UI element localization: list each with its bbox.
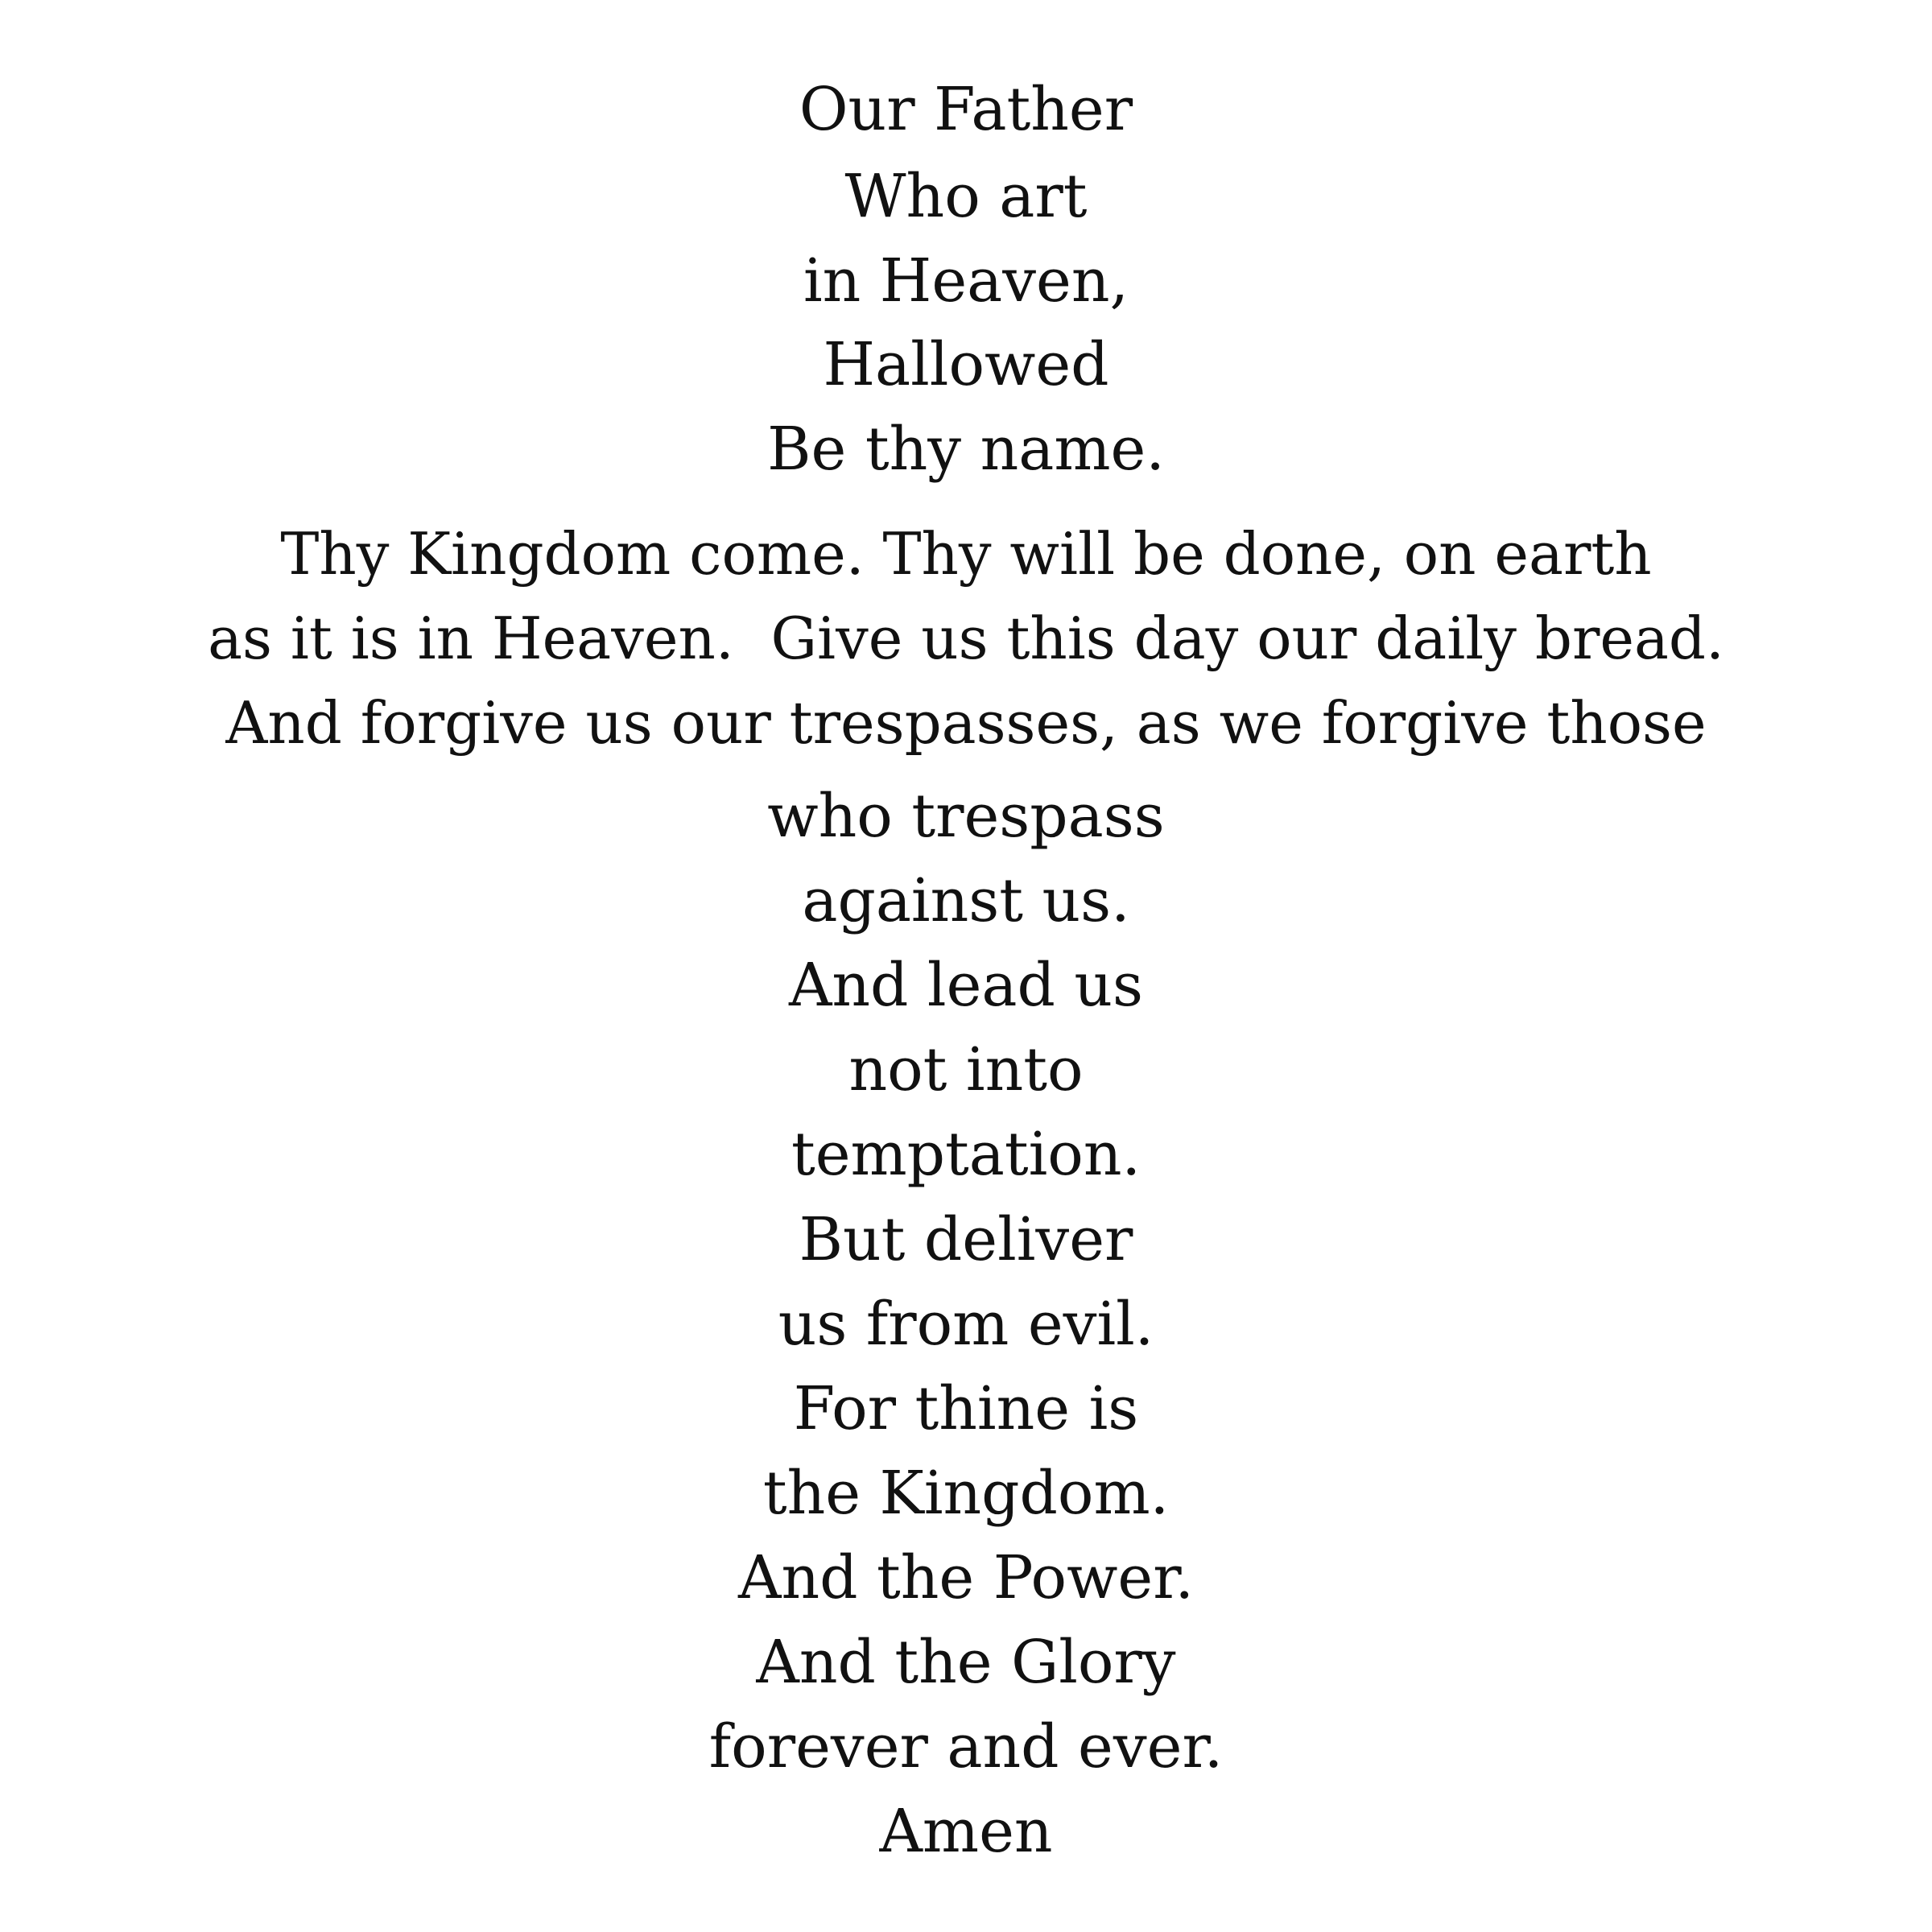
prayer-line-5: Be thy name. [767,415,1165,484]
prayer-line-17: the Kingdom. [762,1459,1170,1528]
prayer-line-14: But deliver [799,1205,1133,1274]
prayer-line-13: temptation. [791,1120,1141,1189]
prayer-line-3: in Heaven, [803,246,1129,316]
prayer-line-2: Who art [844,162,1088,231]
prayer-line-21: Amen [879,1797,1053,1866]
prayer-line-16: For thine is [793,1374,1139,1443]
prayer-line-10: against us. [802,866,1130,935]
prayer-line-9: who trespass [767,782,1165,851]
prayer-line-11: And lead us [788,951,1144,1020]
prayer-line-7: as it is in Heaven. Give us this day our daily bread. [208,605,1724,672]
prayer-line-15: us from evil. [778,1290,1154,1359]
prayer-line-20: forever and ever. [708,1712,1224,1781]
prayer-line-19: And the Glory [756,1628,1176,1697]
prayer-line-6: Thy Kingdom come. Thy will be done, on earth [280,520,1652,588]
prayer-line-12: not into [848,1035,1084,1104]
prayer-line-18: And the Power. [738,1543,1194,1612]
prayer-line-1: Our Father [799,75,1133,144]
prayer-line-8: And forgive us our trespasses, as we forgive those [225,689,1707,757]
prayer-line-4: Hallowed [823,330,1109,399]
